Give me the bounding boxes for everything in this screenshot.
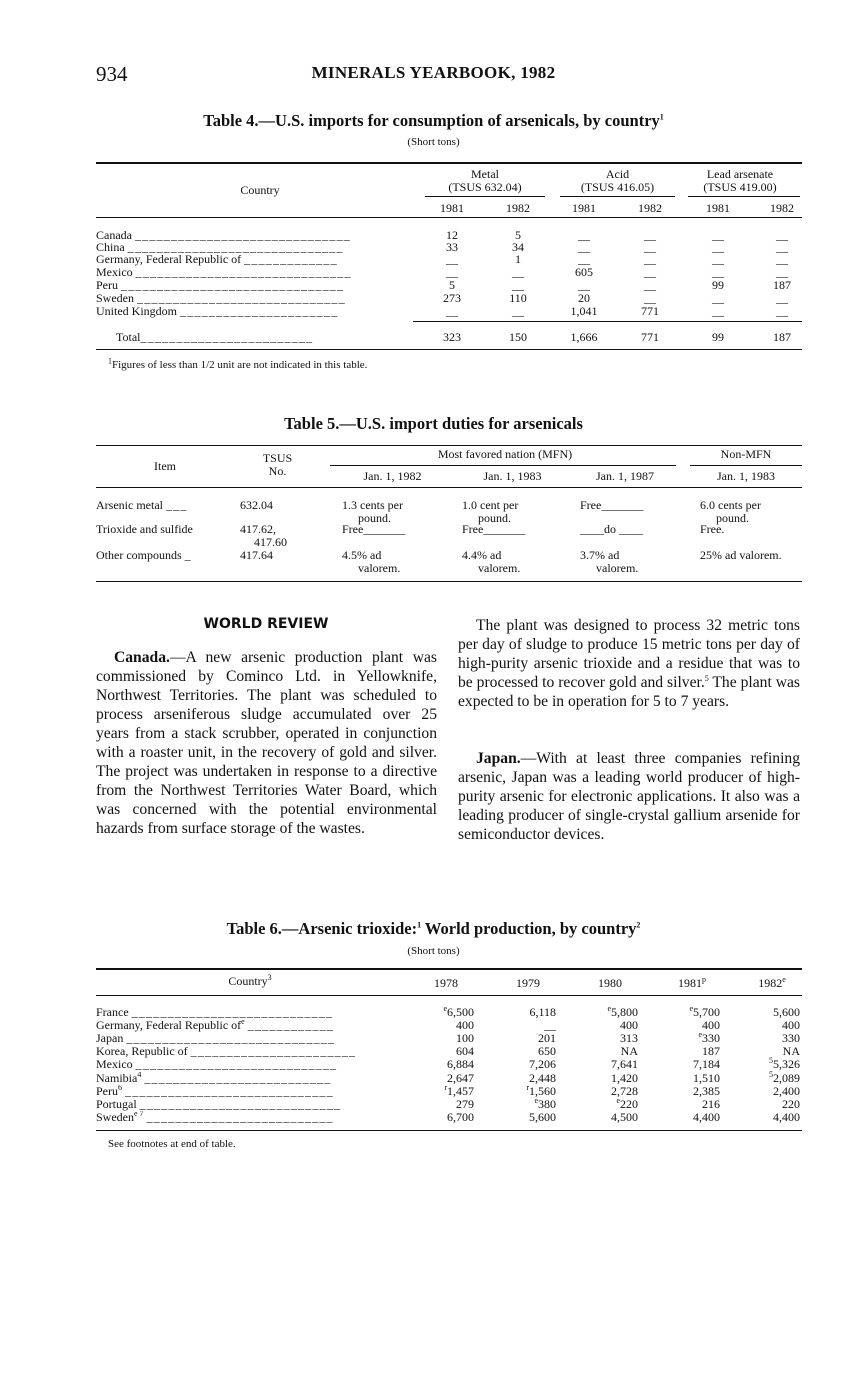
table5-bottom-rule — [96, 581, 802, 582]
table5-value: 4.5% ad — [342, 548, 382, 562]
table6-country-name: Germany, Federal Republic of — [96, 1019, 242, 1033]
table5-mfn-label: Most favored nation (MFN) — [437, 447, 573, 461]
table6-value-number: 380 — [538, 1096, 556, 1111]
table6-value — [582, 1095, 638, 1111]
table6-value — [744, 1006, 800, 1019]
table6-value — [664, 1058, 720, 1071]
table6-country-name: Namibia — [96, 1071, 138, 1085]
table4-country-name: Canada — [96, 229, 132, 242]
table4-value: 1,041 — [570, 304, 598, 318]
table6-value — [500, 1045, 556, 1058]
table4-year-header: 1981 — [572, 201, 596, 215]
table6-value-number: NA — [620, 1044, 638, 1059]
table6-value-number: 5,600 — [529, 1109, 556, 1124]
table4-total-value: 1,666 — [570, 330, 598, 344]
table6-value-number: 220 — [782, 1096, 800, 1111]
canada-paragraph: Canada.—A new arsenic production plant was commissioned by Cominco Ltd. in Yellowknife, Northwest Territories. The plant was scheduled to process arseniferous sludge accumulated over 25 years from a stack scrubber, operated in conjunction with a roaster unit, in the recovery of gold and silver. The project was undertaken in response to a directive from the Northwest Territories Water Board, which was concerned with the potential environmental hazards from surface storage of the wastes. — [96, 649, 437, 837]
table6-value-number: 1,510 — [693, 1070, 720, 1085]
table4-value: 5 — [449, 278, 455, 292]
table5-value: Free. — [700, 522, 725, 536]
table6-value — [664, 1006, 720, 1019]
table6-country-sup: 6 — [118, 1084, 122, 1092]
page-number: 934 — [96, 62, 128, 86]
table6-value-number: 5,326 — [773, 1057, 800, 1072]
table5-header-rule — [96, 487, 802, 488]
table5-value: 25% ad valorem. — [700, 548, 782, 562]
table6-value — [582, 1019, 638, 1032]
table4-total-rule — [413, 321, 802, 322]
table6-leader: __________________________ — [146, 1110, 334, 1124]
table5-col-item: Item — [154, 459, 176, 473]
table6-value — [418, 1058, 474, 1071]
table6-year-header — [500, 977, 556, 990]
table6-value-number: 2,647 — [447, 1070, 474, 1085]
table4-unit: (Short tons) — [407, 136, 460, 148]
table4-year-header: 1981 — [706, 201, 730, 215]
table5-title: Table 5.—U.S. import duties for arsenicals — [284, 414, 583, 433]
table6-row-label — [96, 1085, 392, 1098]
table6-year: 1978 — [434, 976, 458, 990]
table6-value — [418, 1019, 474, 1032]
table4-value: __ — [644, 252, 656, 266]
table6-value — [582, 1085, 638, 1098]
table6-value — [418, 1098, 474, 1111]
table4-value: __ — [712, 228, 724, 242]
table6-value-number: 6,118 — [529, 1005, 556, 1019]
table6-row-label — [96, 1032, 392, 1045]
table6-value — [500, 1111, 556, 1124]
table6-value — [664, 1098, 720, 1111]
table5-value: 4.4% ad — [462, 548, 502, 562]
table6-bottom-rule — [96, 1130, 802, 1131]
table6-value-number: 2,089 — [773, 1070, 800, 1085]
table5-value-cont: valorem. — [478, 561, 521, 575]
table5-value: Free_______ — [342, 522, 406, 536]
table4-row-label — [96, 292, 412, 305]
table4-leader: _______________________________ — [121, 279, 345, 292]
table4-bottom-rule — [96, 349, 802, 350]
plant-paragraph: The plant was designed to process 32 metric tons per day of sludge to produce 15 metric tons per day of high-purity arsenic trioxide and a residue that was to be processed to recover gold and silver.$^5$ The plant was expected to be in operation for 5 to 7 years. — [458, 617, 800, 710]
table4-value: __ — [644, 228, 656, 242]
table5-col-tsus: TSUS No. — [262, 451, 293, 478]
table6-value-number: 6,700 — [447, 1109, 474, 1124]
table5-date: Jan. 1, 1983 — [483, 469, 542, 483]
table6-year-header — [418, 977, 474, 990]
table5-value-cont: pound. — [716, 511, 749, 525]
table6-value-sup: e — [607, 1004, 611, 1013]
table6-value — [582, 1045, 638, 1058]
table4-row-label — [96, 253, 412, 266]
table6-value-sup: 5 — [769, 1069, 773, 1079]
table6-value-number: 400 — [620, 1018, 638, 1033]
table6-value-number: 4,400 — [693, 1109, 720, 1124]
table6-header-rule — [96, 995, 802, 996]
table4-total-value: 150 — [509, 330, 527, 344]
table4-value: __ — [644, 278, 656, 292]
table4-value: 5 — [515, 228, 521, 242]
table5-mfn-rule — [330, 465, 676, 466]
table6-col-country: Country$^3$ — [228, 973, 272, 988]
table6-value-number: 400 — [782, 1018, 800, 1033]
table6-value — [418, 1082, 474, 1098]
table6-value-sup: 5 — [769, 1056, 773, 1066]
table6-value-number: 2,728 — [611, 1083, 638, 1098]
table6-value — [744, 1111, 800, 1124]
table4-year-header: 1982 — [638, 201, 662, 215]
table6-value-number: 313 — [620, 1031, 638, 1046]
table6-value — [744, 1098, 800, 1111]
table6-top-rule — [96, 968, 802, 970]
table4-leader: ______________________________ — [127, 241, 344, 254]
table5-value-cont: valorem. — [358, 561, 401, 575]
table6-leader: ____________________________ — [135, 1058, 338, 1072]
table6-value — [582, 1072, 638, 1085]
table4-group-metal: Metal (TSUS 632.04) — [448, 167, 522, 194]
japan-paragraph: Japan.—With at least three companies refining arsenic, Japan was a leading world producer of high-purity arsenic for electronic applications. It also was a leading producer of single-crystal gallium arsenide for semiconductor devices. — [458, 750, 800, 843]
table5-value: ____do ____ — [580, 522, 643, 536]
table4-value: 273 — [443, 291, 461, 305]
table6-row-label — [96, 1006, 392, 1019]
table6-value — [500, 1006, 556, 1019]
table4-value: __ — [776, 291, 788, 305]
table6-year-header — [664, 977, 720, 990]
table4-value: 771 — [641, 304, 659, 318]
table6-value-number: 100 — [456, 1031, 474, 1046]
table4-value: 33 — [446, 240, 458, 254]
table5-top-rule — [96, 445, 802, 446]
table4-value: 110 — [509, 291, 527, 305]
table6-leader: _____________________________ — [125, 1084, 334, 1098]
table4-leader: ________________________ — [140, 331, 314, 344]
table6-value — [664, 1072, 720, 1085]
table4-value: __ — [644, 291, 656, 305]
table6-value — [664, 1045, 720, 1058]
table4-value: __ — [776, 265, 788, 279]
table6-value-number: 7,206 — [529, 1057, 556, 1072]
table4-leader: ______________________________ — [134, 229, 351, 242]
table6-country-name: Japan — [96, 1032, 124, 1046]
table5-value: 1.3 cents per — [342, 498, 403, 512]
table6-country-sup: 4 — [137, 1071, 142, 1079]
world-review-heading: WORLD REVIEW — [203, 616, 329, 632]
table6-value — [582, 1058, 638, 1071]
table6-value-number: 279 — [456, 1096, 474, 1111]
table4-value: __ — [776, 252, 788, 266]
table6-value-number: 7,641 — [611, 1057, 638, 1072]
table6-value-number: 216 — [702, 1096, 720, 1111]
table6-value — [418, 1006, 474, 1019]
table4-country-name: Sweden — [96, 292, 134, 305]
table6-value — [418, 1111, 474, 1124]
table6-footnote: See footnotes at end of table. — [108, 1138, 236, 1150]
table6-row-label — [96, 1111, 392, 1124]
table5-tsus: 417.64 — [240, 548, 273, 562]
table4-year-header: 1981 — [440, 201, 464, 215]
table4-row-label — [96, 266, 412, 279]
table6-value — [500, 1095, 556, 1111]
table6-value-number: 604 — [456, 1044, 474, 1059]
table4-row-label — [96, 279, 412, 292]
table4-value: 187 — [773, 278, 791, 292]
table6-year: 1982 — [758, 976, 783, 990]
table6-value — [500, 1082, 556, 1098]
table6-value-number: NA — [782, 1044, 800, 1059]
table4-value: __ — [644, 240, 656, 254]
table6-value-number: 6,500 — [447, 1005, 474, 1019]
table6-row-label — [96, 1098, 392, 1111]
table4-value: __ — [512, 304, 524, 318]
table4-country-name: United Kingdom — [96, 305, 177, 318]
table6-value-number: 2,400 — [773, 1083, 800, 1098]
table4-value: __ — [578, 252, 590, 266]
running-title: MINERALS YEARBOOK, 1982 — [311, 63, 556, 82]
table6-leader: _____________________________ — [126, 1032, 336, 1046]
table6-value-number: 4,400 — [773, 1109, 800, 1124]
table4-year-header: 1982 — [770, 201, 794, 215]
table6-value — [582, 1111, 638, 1124]
table4-total-value: 771 — [641, 330, 659, 344]
table6-value-number: 201 — [538, 1031, 556, 1046]
table5-tsus: 632.04 — [240, 498, 273, 512]
table5-date: Jan. 1, 1982 — [363, 469, 422, 483]
table5-nonmfn-rule — [690, 465, 802, 466]
table4-value: __ — [776, 240, 788, 254]
table6-value — [500, 1032, 556, 1045]
table4-value: __ — [578, 240, 590, 254]
table4-total-value: 323 — [443, 330, 461, 344]
table4-group-lead: Lead arsenate (TSUS 419.00) — [703, 167, 777, 194]
table6-value-number: 2,385 — [693, 1083, 720, 1098]
table6-row-label — [96, 1072, 392, 1085]
table4-value: __ — [446, 252, 458, 266]
table4-value: 99 — [712, 278, 724, 292]
table6-year: 1979 — [516, 976, 540, 990]
table4-total-name: Total — [116, 331, 141, 344]
table6-value-number: 1,560 — [529, 1083, 556, 1098]
table5-item-name: Arsenic metal — [96, 499, 163, 512]
table6-country-sup: e — [241, 1019, 245, 1027]
table6-value-number: 7,184 — [693, 1057, 720, 1072]
table4-leader: _____________ — [244, 253, 338, 266]
table6-value — [664, 1032, 720, 1045]
table4-total-value: 187 — [773, 330, 791, 344]
table4-country-name: China — [96, 241, 125, 254]
table6-year-header — [582, 977, 638, 990]
table4-leader: _____________________________ — [137, 292, 346, 305]
table6-year: 1980 — [598, 976, 622, 990]
table5-nonmfn-label: Non-MFN — [720, 447, 772, 461]
table4-year-header: 1982 — [506, 201, 530, 215]
table4-group-acid: Acid (TSUS 416.05) — [580, 167, 655, 194]
table6-value-number: 2,448 — [529, 1070, 556, 1085]
table5-tsus: 417.62, — [240, 522, 276, 536]
table6-value-number: 400 — [456, 1018, 474, 1033]
table4-total-value: 99 — [712, 330, 724, 344]
table6-year-sup: p — [702, 975, 706, 984]
table4-group-rule — [425, 196, 545, 197]
table6-title: Table 6.—Arsenic trioxide:$^1$ World production, by country$^2$ — [226, 919, 641, 938]
table4-total-label — [116, 331, 412, 344]
table6-value-number: 4,500 — [611, 1109, 638, 1124]
table5-tsus-2: 417.60 — [254, 535, 287, 549]
table5-item — [96, 523, 236, 536]
table6-country-name: Sweden — [96, 1110, 134, 1124]
table4-value: 605 — [575, 265, 593, 279]
table6-value — [582, 1006, 638, 1019]
table6-value-number: 1,420 — [611, 1070, 638, 1085]
table6-value — [744, 1085, 800, 1098]
table4-title: Table 4.—U.S. imports for consumption of arsenicals, by country$^1$ — [203, 111, 664, 130]
table4-leader: ______________________________ — [135, 266, 352, 279]
table6-value-sup: r — [526, 1082, 529, 1092]
table4-value: __ — [578, 228, 590, 242]
table6-country-name: Portugal — [96, 1097, 137, 1111]
table6-leader: __________________________ — [144, 1071, 332, 1085]
table6-value — [500, 1058, 556, 1071]
table5-leader: _ — [184, 549, 192, 562]
table5-item-name: Other compounds — [96, 549, 182, 562]
table6-leader: ____________________________ — [139, 1097, 342, 1111]
table4-col-country: Country — [240, 183, 280, 197]
table6-value-number: 1,457 — [447, 1083, 474, 1098]
table4-value: __ — [446, 304, 458, 318]
table6-value — [664, 1085, 720, 1098]
table5-leader: ___ — [165, 499, 188, 512]
table6-value-sup: e — [689, 1004, 693, 1013]
table6-value — [744, 1069, 800, 1085]
table4-header-rule — [96, 217, 802, 218]
table6-value-number: 5,600 — [773, 1005, 800, 1019]
table6-value — [418, 1045, 474, 1058]
table4-value: 1 — [515, 252, 521, 266]
table6-value-sup: e — [616, 1095, 620, 1105]
table6-row-label — [96, 1058, 392, 1071]
table4-value: __ — [712, 240, 724, 254]
table5-date: Jan. 1, 1983 — [717, 469, 775, 483]
table6-value-sup: r — [444, 1082, 447, 1092]
table6-country-name: France — [96, 1006, 129, 1019]
table4-leader: ______________________ — [180, 305, 339, 318]
table6-leader: ____________ — [247, 1019, 335, 1033]
table4-value: __ — [776, 228, 788, 242]
table6-country-sup: e 7 — [134, 1110, 144, 1118]
table4-value: __ — [512, 265, 524, 279]
table5-value-cont: valorem. — [596, 561, 639, 575]
table5-value-cont: pound. — [478, 511, 511, 525]
table6-unit: (Short tons) — [407, 945, 460, 957]
table4-value: __ — [578, 278, 590, 292]
table6-value-number: 330 — [782, 1031, 800, 1046]
table6-value — [664, 1111, 720, 1124]
table4-value: 12 — [446, 228, 458, 242]
table4-country-name: Mexico — [96, 266, 133, 279]
table6-value — [582, 1032, 638, 1045]
table5-value: Free_______ — [580, 498, 644, 512]
table5-value: 1.0 cent per — [462, 498, 519, 512]
table4-value: __ — [712, 304, 724, 318]
table5-date: Jan. 1, 1987 — [596, 469, 654, 483]
table4-top-rule — [96, 162, 802, 164]
table5-value: 6.0 cents per — [700, 498, 761, 512]
table4-value: __ — [712, 265, 724, 279]
table4-value: __ — [446, 265, 458, 279]
table5-item-name: Trioxide and sulfide — [96, 523, 193, 536]
table6-year-header — [744, 977, 800, 990]
table6-value — [744, 1032, 800, 1045]
table4-value: __ — [712, 291, 724, 305]
table6-value-sup: e — [534, 1095, 538, 1105]
table5-item — [96, 549, 236, 562]
table4-group-rule — [560, 196, 675, 197]
table5-value: 3.7% ad — [580, 548, 620, 562]
table6-value-sup: e — [698, 1030, 702, 1040]
table6-value-number: 6,884 — [447, 1057, 474, 1072]
table6-value — [744, 1019, 800, 1032]
table6-country-name: Mexico — [96, 1058, 133, 1072]
table4-value: 20 — [578, 291, 590, 305]
table5-item — [96, 499, 236, 512]
table6-value-number: 330 — [702, 1031, 720, 1046]
table4-group-rule — [688, 196, 800, 197]
table4-value: __ — [712, 252, 724, 266]
table4-country-name: Peru — [96, 279, 118, 292]
table6-value-sup: e — [443, 1004, 447, 1013]
table6-value-number: 650 — [538, 1044, 556, 1059]
table4-value: 34 — [512, 240, 524, 254]
table6-value-number: 187 — [702, 1044, 720, 1059]
table6-value-number: 5,800 — [611, 1005, 638, 1019]
table6-country-name: Korea, Republic of — [96, 1045, 188, 1059]
table6-year-sup: e — [782, 975, 786, 984]
table6-country-name: Peru — [96, 1084, 118, 1098]
table4-value: __ — [776, 304, 788, 318]
table4-value: __ — [512, 278, 524, 292]
table6-row-label — [96, 1045, 392, 1058]
table4-row-label — [96, 305, 412, 318]
table6-value-number: 5,700 — [693, 1005, 720, 1019]
table4-footnote: $^1$Figures of less than 1/2 unit are not indicated in this table. — [108, 356, 368, 371]
table6-value-number: __ — [544, 1018, 556, 1033]
table4-value: __ — [644, 265, 656, 279]
table6-value-number: 400 — [702, 1018, 720, 1033]
table6-value — [500, 1019, 556, 1032]
table4-country-name: Germany, Federal Republic of — [96, 253, 242, 266]
table6-leader: _______________________ — [190, 1045, 357, 1059]
table6-value — [418, 1032, 474, 1045]
table6-year: 1981 — [678, 976, 702, 990]
table5-value-cont: pound. — [358, 511, 391, 525]
table6-leader: ____________________________ — [131, 1006, 334, 1019]
table6-row-label — [96, 1019, 392, 1032]
table6-value-number: 220 — [620, 1096, 638, 1111]
table5-value: Free_______ — [462, 522, 526, 536]
